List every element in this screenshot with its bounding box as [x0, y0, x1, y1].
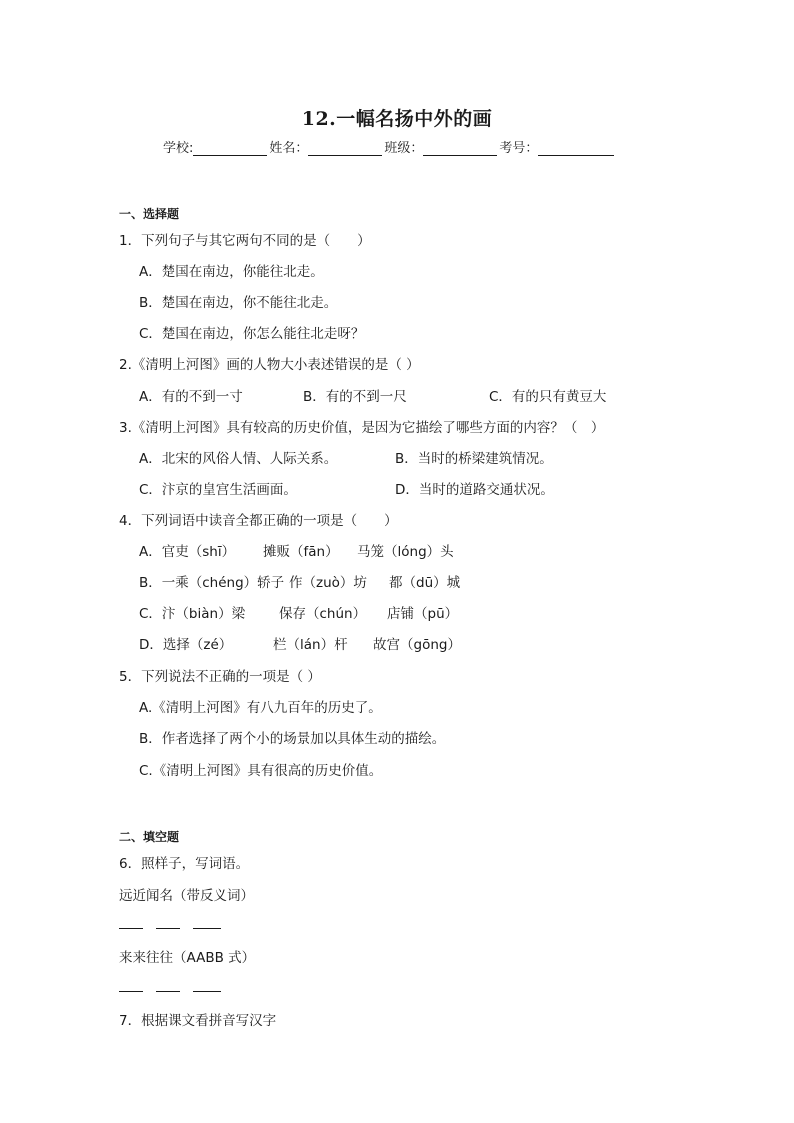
question-4-option-a-word-3: 马笼（lóng）头 [357, 544, 454, 560]
question-5-stem: 5．下列说法不正确的一项是（ ） [119, 669, 321, 685]
answer-blank-1[interactable] [119, 928, 143, 929]
name-label: 姓名： [269, 141, 309, 156]
question-2-option-c[interactable]: C．有的只有黄豆大 [489, 389, 607, 405]
question-6-prompt-1: 远近闻名（带反义词） [119, 888, 254, 904]
question-4-option-c-word-3: 店铺（pū） [387, 606, 459, 622]
question-6-stem: 6．照样子，写词语。 [119, 856, 250, 872]
question-4-option-d-word-3: 故宫（gōng） [373, 637, 461, 653]
question-5-option-c[interactable]: C.《清明上河图》具有很高的历史价值。 [139, 763, 383, 779]
question-4-option-d[interactable] [139, 633, 232, 653]
answer-blank-3[interactable] [193, 928, 221, 929]
question-1-option-b[interactable]: B．楚国在南边，你不能往北走。 [139, 295, 338, 311]
option-a-word-1: A．官吏（shī） [139, 544, 236, 560]
question-3-option-a[interactable]: A．北宋的风俗人情、人际关系。 [139, 451, 338, 467]
answer-blank-5[interactable] [156, 991, 180, 992]
question-6-prompt-2: 来来往往（AABB 式） [119, 950, 256, 966]
option-d-word-1: D．选择（zé） [139, 637, 233, 653]
school-label: 学校: [163, 141, 194, 156]
question-4-option-b[interactable] [139, 571, 284, 591]
exam-number-blank[interactable] [538, 141, 614, 156]
question-4-option-c-word-2: 保存（chún） [279, 606, 367, 622]
option-b-word-1: B．一乘（chéng）轿子 [139, 575, 285, 591]
page-title: 12.一幅名扬中外的画 [301, 108, 493, 130]
question-4-option-a-word-2: 摊贩（fān） [263, 544, 339, 560]
class-label: 班级： [384, 141, 424, 156]
question-2-option-a[interactable]: A．有的不到一寸 [139, 389, 243, 405]
question-2-option-b[interactable]: B．有的不到一尺 [303, 389, 407, 405]
question-2-stem: 2.《清明上河图》画的人物大小表述错误的是（ ） [119, 357, 420, 373]
question-4-option-b-word-2: 作（zuò）坊 [289, 575, 367, 591]
question-4-option-d-word-2: 栏（lán）杆 [273, 637, 348, 653]
answer-blank-4[interactable] [119, 991, 143, 992]
question-4-stem: 4．下列词语中读音全都正确的一项是（ ） [119, 513, 398, 529]
school-blank[interactable] [193, 141, 267, 156]
question-4-option-c[interactable] [139, 602, 245, 622]
question-4-option-a[interactable] [139, 540, 235, 560]
answer-blank-2[interactable] [156, 928, 180, 929]
question-3-stem: 3.《清明上河图》具有较高的历史价值，是因为它描绘了哪些方面的内容？（ ） [119, 420, 605, 436]
exam-number-label: 考号： [499, 141, 539, 156]
question-7-stem: 7．根据课文看拼音写汉字 [119, 1013, 277, 1029]
section-heading-fill-blank: 二、填空题 [119, 830, 180, 844]
name-blank[interactable] [308, 141, 382, 156]
question-3-option-d[interactable]: D．当时的道路交通状况。 [395, 482, 554, 498]
section-heading-choice: 一、选择题 [119, 207, 180, 221]
question-1-stem: 1．下列句子与其它两句不同的是（ ） [119, 233, 371, 249]
question-5-option-b[interactable]: B．作者选择了两个小的场景加以具体生动的描绘。 [139, 731, 446, 747]
student-info-row [163, 137, 614, 156]
question-3-option-b[interactable]: B．当时的桥梁建筑情况。 [395, 451, 553, 467]
option-c-word-1: C．汴（biàn）梁 [139, 606, 246, 622]
answer-blank-6[interactable] [193, 991, 221, 992]
class-blank[interactable] [423, 141, 497, 156]
question-5-option-a[interactable]: A.《清明上河图》有八九百年的历史了。 [139, 700, 382, 716]
question-3-option-c[interactable]: C．汴京的皇宫生活画面。 [139, 482, 297, 498]
question-4-option-b-word-3: 都（dū）城 [389, 575, 461, 591]
question-1-option-a[interactable]: A．楚国在南边，你能往北走。 [139, 264, 324, 280]
question-1-option-c[interactable]: C．楚国在南边，你怎么能往北走呀？ [139, 326, 365, 342]
